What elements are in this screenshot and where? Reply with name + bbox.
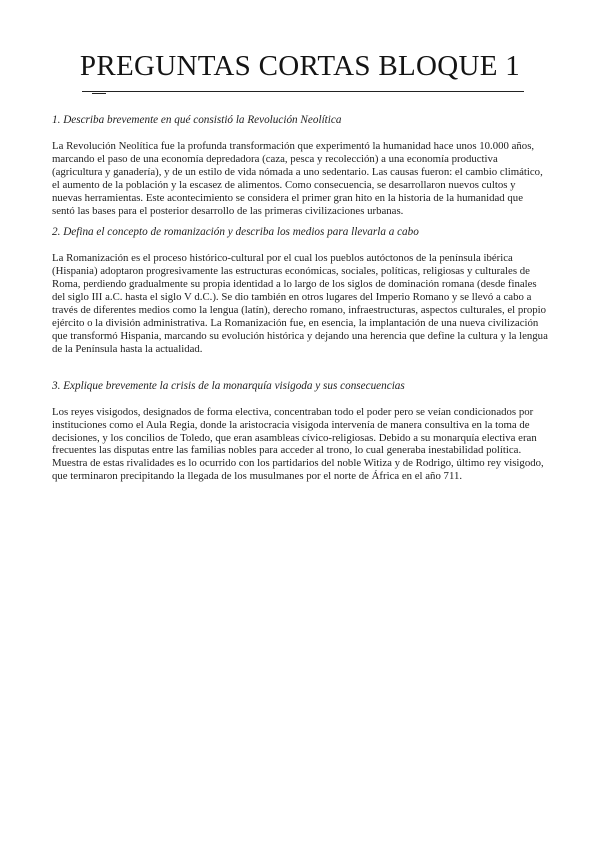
question-1: 1. Describa brevemente en qué consistió la Revolución Neolítica <box>52 114 342 126</box>
document-body <box>52 113 548 483</box>
answer-1: La Revolución Neolítica fue la profunda transformación que experimentó la humanidad hace unos 10.000 años, marcando el paso de una economía depredadora (caza, pesca y recolección) a una economía productiva (agricultura y ganadería), y de un estilo de vida nómada a uno sedentario. Las causas fueron: el cambio climático, el aumento de la población y la escasez de alimentos. Como consecuencia, se desarrollaron nuevos cultos y nuevas herramientas. Este acontecimiento se considera el primer gran hito en la historia de la humanidad que sentó las bases para el posterior desarrollo de las primeras civilizaciones urbanas. <box>52 140 543 217</box>
title-underline <box>82 91 524 92</box>
answer-2: La Romanización es el proceso histórico-cultural por el cual los pueblos autóctonos de la península ibérica (Hispania) adoptaron progresivamente las estructuras económicas, sociales, políticas, religiosas y culturales de Roma, perdiendo gradualmente su propia identidad a lo largo de los siglos de dominación romana (desde finales del siglo III a.C. hasta el siglo V d.C.). Se dio también en otros lugares del Imperio Romano y se llevó a cabo a través de diferentes medios como la lengua (latín), derecho romano, infraestructuras, aspectos culturales, el propio ejército o la división administrativa. La Romanización fue, en esencia, la implantación de una nueva civilización que transformó Hispania, marcando su evolución histórica y dejando una herencia que define la cultura y la lengua de la Península hasta la actualidad. <box>52 252 548 355</box>
title-underline-accent <box>92 93 106 94</box>
question-2: 2. Defina el concepto de romanización y describa los medios para llevarla a cabo <box>52 226 419 239</box>
question-3: 3. Explique brevemente la crisis de la monarquía visigoda y sus consecuencias <box>52 379 405 392</box>
page-title: PREGUNTAS CORTAS BLOQUE 1 <box>79 50 521 82</box>
answer-3: Los reyes visigodos, designados de forma electiva, concentraban todo el poder pero se veían condicionados por instituciones como el Aula Regia, donde la aristocracia visigoda intervenía de manera consultiva en la toma de decisiones, y los concilios de Toledo, que eran asambleas cívico-religiosas. Debido a su monarquía electiva eran frecuentes las disputas entre las familias nobles para acceder al trono, lo cual generaba inestabilidad política. Muestra de estas rivalidades es lo ocurrido con los partidarios del noble Witiza y de Rodrigo, último rey visigodo, que terminaron precipitando la llegada de los musulmanes por el norte de África en el año 711. <box>52 405 544 483</box>
